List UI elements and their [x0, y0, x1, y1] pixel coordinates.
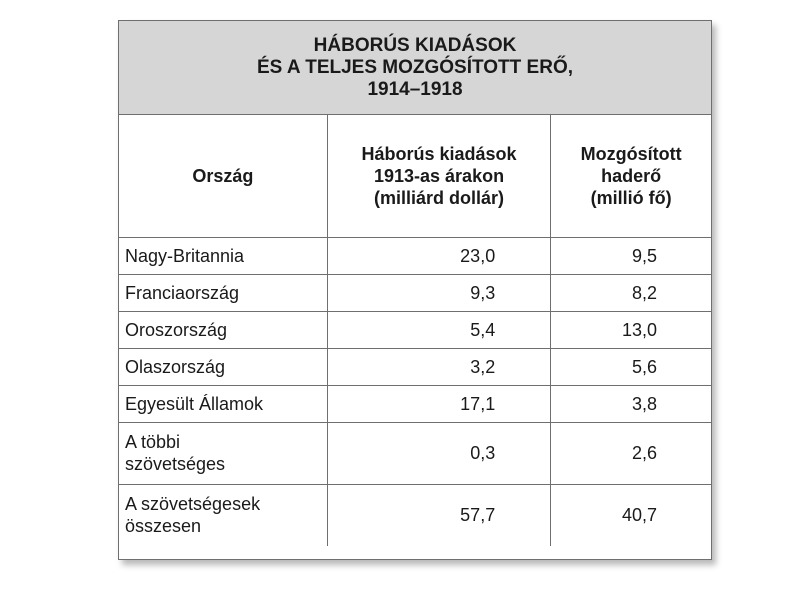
table-row [119, 385, 711, 422]
cell-spending: 0,3 [327, 422, 550, 484]
cell-force: 9,5 [551, 237, 711, 274]
cell-spending: 5,4 [327, 311, 550, 348]
table-row [119, 348, 711, 385]
cell-force: 13,0 [551, 311, 711, 348]
cell-spending: 23,0 [327, 237, 550, 274]
cell-force: 8,2 [551, 274, 711, 311]
cell-spending: 57,7 [327, 484, 550, 546]
cell-country: Nagy-Britannia [119, 237, 327, 274]
cell-country: Egyesült Államok [119, 385, 327, 422]
cell-force: 40,7 [621, 505, 657, 526]
table-row [119, 237, 711, 274]
table-title [119, 21, 711, 115]
table-row [119, 422, 711, 484]
cell-spending: 9,3 [327, 274, 550, 311]
cell-country: A többi szövetséges [119, 422, 327, 484]
data-table [119, 115, 711, 546]
data-table-card [118, 20, 712, 560]
cell-country: Olaszország [119, 348, 327, 385]
cell-country: A szövetségesek összesen [119, 484, 327, 546]
column-header-spending: Háborús kiadások 1913-as árakon (milliárd dollár) [327, 115, 550, 237]
table-row [119, 274, 711, 311]
table-title-line-3: 1914–1918 [367, 78, 463, 100]
cell-force: 5,6 [551, 348, 711, 385]
cell-country: Oroszország [119, 311, 327, 348]
table-row-total [119, 484, 711, 546]
cell-force: 2,6 [551, 422, 711, 484]
table-row [119, 311, 711, 348]
table-title-line-1: HÁBORÚS KIADÁSOK [313, 34, 517, 56]
table-title-line-2: ÉS A TELJES MOZGÓSÍTOTT ERŐ, [257, 56, 573, 78]
column-header-country: Ország [119, 115, 327, 237]
cell-country: Franciaország [119, 274, 327, 311]
cell-spending: 17,1 [327, 385, 550, 422]
cell-spending: 3,2 [327, 348, 550, 385]
table-header-row [119, 115, 711, 237]
column-header-force: Mozgósított haderő (millió fő) [551, 115, 711, 237]
cell-force: 3,8 [551, 385, 711, 422]
